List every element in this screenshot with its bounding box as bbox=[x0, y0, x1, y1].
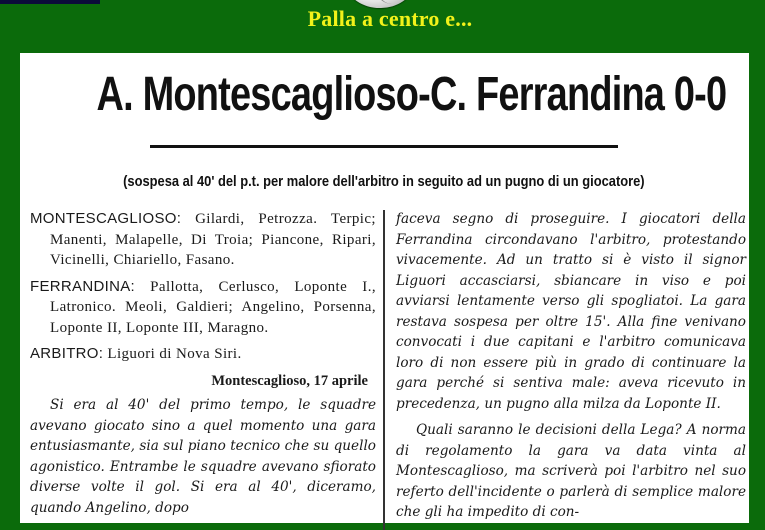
lineup-home bbox=[30, 209, 376, 271]
left-column bbox=[30, 209, 376, 518]
team-players: Gilardi, Petrozza. Terpic; Manenti, Malapelle, Di Troia; Piancone, Ripari, Vicinelli, Chiariello, Fasano. bbox=[50, 211, 376, 268]
column-divider bbox=[383, 210, 385, 530]
dateline: Montescaglioso, 17 aprile bbox=[211, 372, 368, 389]
lineup-away bbox=[30, 277, 376, 339]
team-players: Pallotta, Cerlusco, Loponte I., Latronico. Meoli, Galdieri; Angelino, Porsenna, Loponte II, Loponte III, Maragno. bbox=[50, 278, 376, 336]
top-corner-bar bbox=[0, 0, 100, 4]
article-paragraph: Quali saranno le decisioni della Lega? A norma di regolamento la gara va data vinta al Montescaglioso, ma scriverà poi l'arbitro nel suo referto dell'incidente o parlerà di semplice malore che gli ha impedito di con- bbox=[396, 422, 746, 520]
article-paragraph: Si era al 40' del primo tempo, le squadre avevano giocato sino a quel momento una gara entusiasmante, sia sul piano tecnico che su quello agonistico. Entrambe le squadre avevano sfiorato diverse volte il gol. Si era al 40', diceramo, quando Angelino, dopo bbox=[30, 397, 376, 516]
team-name: FERRANDINA: bbox=[30, 277, 135, 295]
team-name: MONTESCAGLIOSO: bbox=[30, 210, 182, 227]
referee-line bbox=[30, 344, 376, 365]
headline-rule bbox=[150, 145, 618, 148]
article-headline: A. Montescaglioso-C. Ferrandina 0-0 bbox=[96, 68, 727, 121]
article-subhead: (sospesa al 40' del p.t. per malore dell'arbitro in seguito ad un pugno di un giocatore) bbox=[123, 173, 645, 190]
newspaper-clipping bbox=[20, 53, 749, 523]
referee-name: Liguori di Nova Siri. bbox=[107, 346, 242, 362]
banner-title: Palla a centro e... bbox=[307, 6, 473, 31]
article-paragraph: faceva segno di proseguire. I giocatori della Ferrandina circondavano l'arbitro, protestando vivacemente. Ad un tratto si è visto il signor Liguori accasciarsi, sbiancare in viso e poi avviarsi lentamente verso gli spogliatoi. La gara restava sospesa per oltre 15'. Alla fine venivano convocati i due capitani e l'arbitro comunicava loro di non essere più in grado di continuare la gara perché si sentiva male: aveva ricevuto in precedenza, un pugno alla milza da Loponte II. bbox=[396, 211, 746, 412]
referee-label: ARBITRO: bbox=[30, 345, 104, 362]
right-column bbox=[396, 209, 746, 523]
